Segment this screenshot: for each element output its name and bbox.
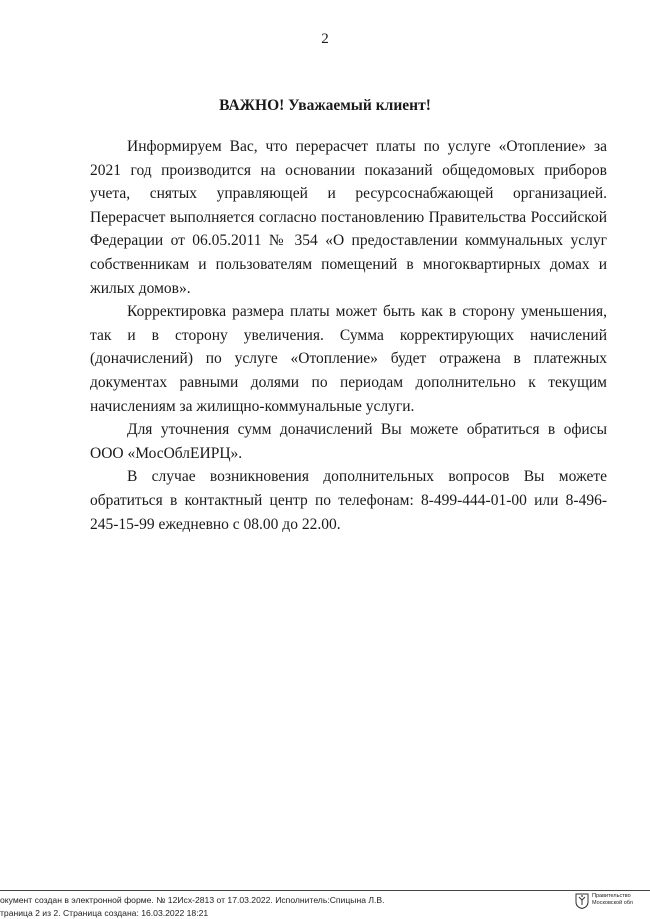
- document-title: ВАЖНО! Уважаемый клиент!: [219, 97, 431, 114]
- paragraph: Для уточнения сумм доначислений Вы можете обратиться в офисы ООО «МосОблЕИРЦ».: [90, 421, 607, 462]
- footer-divider: [0, 890, 650, 891]
- organization-name: [592, 893, 650, 906]
- footer-line-2: траница 2 из 2. Страница создана: 16.03.2022 18:21: [0, 908, 209, 918]
- government-logo: [575, 893, 650, 915]
- paragraph: Информируем Вас, что перерасчет платы по услуге «Отопление» за 2021 год производится на основании показаний общедомовых приборов учета, снятых управляющей и ресурсоснабжающей организацией. Перерасчет выполняется согласно постановлению Правительства Российской Федерации от 06.05.2011 № 354 «О предоставлении коммунальных услуг собственникам и пользователям помещений в многоквартирных домах и жилых домов».: [90, 138, 607, 297]
- paragraph: Корректировка размера платы может быть как в сторону уменьшения, так и в сторону увеличения. Сумма корректирующих начислений (доначислений) по услуге «Отопление» будет отражена в платежных документах равными долями по периодам дополнительно к текущим начислениям за жилищно-коммунальные услуги.: [90, 303, 607, 415]
- page-number: 2: [321, 31, 329, 47]
- org-name-line-1: Правительство: [592, 893, 631, 899]
- coat-of-arms-icon: [575, 893, 589, 909]
- document-body: [90, 135, 607, 536]
- footer-metadata: [0, 895, 560, 919]
- footer-line-1: окумент создан в электронной форме. № 12Исх-2813 от 17.03.2022. Исполнитель:Спицына Л.В.: [0, 895, 385, 905]
- paragraph: В случае возникновения дополнительных вопросов Вы можете обратиться в контактный центр по телефонам: 8-499-444-01-00 или 8-496-245-15-99 ежедневно с 08.00 до 22.00.: [90, 468, 607, 533]
- org-name-line-2: Московской обл: [592, 899, 633, 906]
